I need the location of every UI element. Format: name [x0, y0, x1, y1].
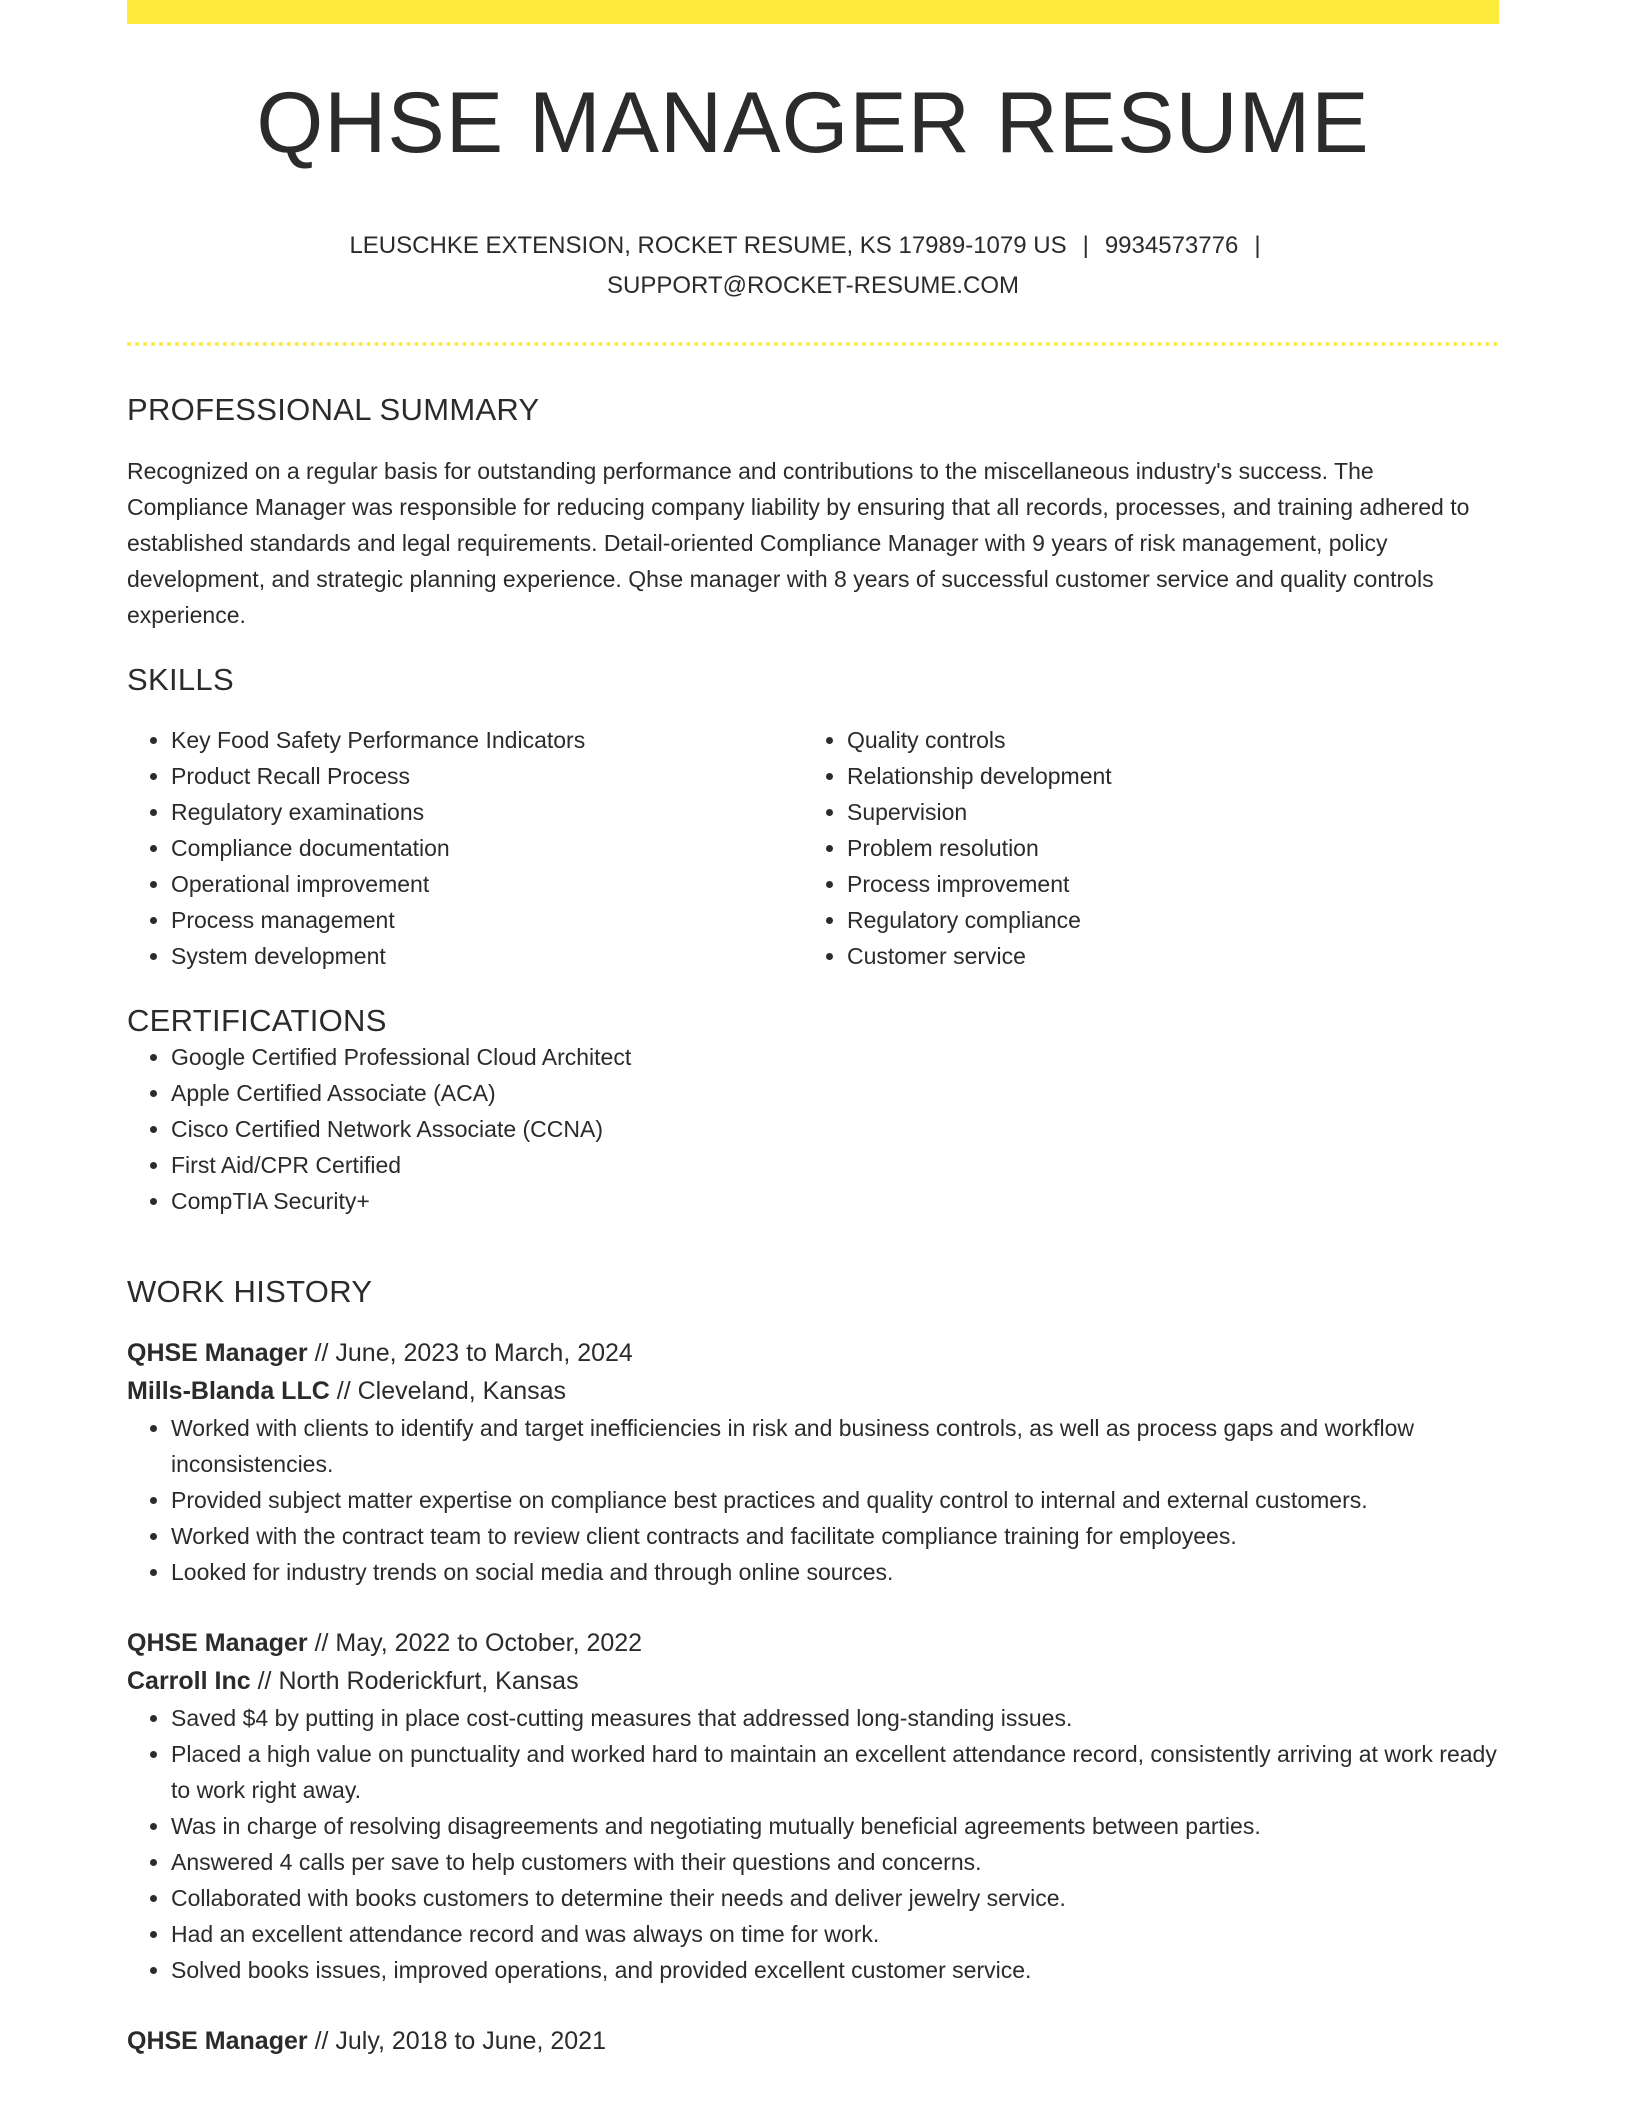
contact-email: SUPPORT@ROCKET-RESUME.COM	[607, 272, 1019, 299]
resume-page	[127, 0, 1499, 2055]
job-company-line	[127, 1662, 1499, 1700]
contact-phone: 9934573776	[1104, 232, 1239, 259]
skill-item: • Compliance documentation	[171, 830, 803, 866]
job-bullet: • Provided subject matter expertise on compliance best practices and quality control to internal and external customers.	[171, 1482, 1499, 1518]
job-bullets	[127, 1700, 1499, 1988]
skills-list-left	[127, 722, 803, 974]
certification-item: • First Aid/CPR Certified	[171, 1147, 1499, 1183]
job-title: QHSE Manager	[127, 1629, 308, 1657]
job-title-line	[127, 2022, 1499, 2060]
skills-list-right	[803, 722, 1479, 974]
contact-address: LEUSCHKE EXTENSION, ROCKET RESUME, KS 17989-1079 US	[349, 232, 1067, 259]
job-entry	[127, 1624, 1499, 1988]
job-bullet: • Looked for industry trends on social media and through online sources.	[171, 1554, 1499, 1590]
job-title: QHSE Manager	[127, 1339, 308, 1367]
job-dates: // June, 2023 to March, 2024	[314, 1339, 633, 1367]
skill-item: • Relationship development	[847, 758, 1479, 794]
certification-item: • Cisco Certified Network Associate (CCNA)	[171, 1111, 1499, 1147]
job-bullet: • Was in charge of resolving disagreements and negotiating mutually beneficial agreements between parties.	[171, 1808, 1499, 1844]
job-bullet: • Saved $4 by putting in place cost-cutting measures that addressed long-standing issues.	[171, 1700, 1499, 1736]
skills-column-left	[127, 722, 803, 974]
resume-title: QHSE MANAGER RESUME	[256, 75, 1370, 171]
job-title: QHSE Manager	[127, 2027, 308, 2055]
job-bullet: • Solved books issues, improved operations, and provided excellent customer service.	[171, 1952, 1499, 1988]
job-company: Carroll Inc	[127, 1667, 251, 1695]
certifications-section	[127, 1003, 1499, 1219]
skill-item: • Customer service	[847, 938, 1479, 974]
certification-item: • Google Certified Professional Cloud Architect	[171, 1039, 1499, 1075]
job-location: // Cleveland, Kansas	[336, 1377, 567, 1405]
skill-item: • Process management	[171, 902, 803, 938]
job-title-line	[127, 1334, 1499, 1372]
skill-item: • System development	[171, 938, 803, 974]
job-dates: // July, 2018 to June, 2021	[314, 2027, 606, 2055]
skill-item: • Supervision	[847, 794, 1479, 830]
job-location: // North Roderickfurt, Kansas	[257, 1667, 579, 1695]
job-bullet: • Worked with the contract team to review client contracts and facilitate compliance training for employees.	[171, 1518, 1499, 1554]
job-entry	[127, 2022, 1499, 2060]
contact-separator: |	[1082, 232, 1089, 259]
section-heading-work-history: WORK HISTORY	[127, 1274, 373, 1309]
summary-section	[127, 392, 1499, 633]
job-bullet: • Worked with clients to identify and target inefficiencies in risk and business controls, as well as process gaps and workflow inconsistencies.	[171, 1410, 1499, 1482]
section-heading-summary: PROFESSIONAL SUMMARY	[127, 392, 540, 427]
job-bullets	[127, 1410, 1499, 1590]
summary-text: Recognized on a regular basis for outstanding performance and contributions to the miscellaneous industry's success. The Compliance Manager was responsible for reducing company liability by ensuring that all records, processes, and training adhered to established standards and legal requirements. Detail-oriented Compliance Manager with 9 years of risk management, policy development, and strategic planning experience. Qhse manager with 8 years of successful customer service and quality controls experience.	[127, 458, 1470, 628]
job-bullet: • Had an excellent attendance record and was always on time for work.	[171, 1916, 1499, 1952]
job-company-line	[127, 1372, 1499, 1410]
skill-item: • Operational improvement	[171, 866, 803, 902]
certification-item: • CompTIA Security+	[171, 1183, 1499, 1219]
skill-item: • Process improvement	[847, 866, 1479, 902]
dotted-divider	[127, 342, 1499, 346]
skill-item: • Regulatory compliance	[847, 902, 1479, 938]
certification-item: • Apple Certified Associate (ACA)	[171, 1075, 1499, 1111]
job-dates: // May, 2022 to October, 2022	[314, 1629, 643, 1657]
skill-item: • Problem resolution	[847, 830, 1479, 866]
skill-item: • Regulatory examinations	[171, 794, 803, 830]
job-bullet: • Answered 4 calls per save to help customers with their questions and concerns.	[171, 1844, 1499, 1880]
skill-item: • Quality controls	[847, 722, 1479, 758]
job-title-line	[127, 1624, 1499, 1662]
section-heading-skills: SKILLS	[127, 662, 234, 697]
certifications-list	[127, 1039, 1499, 1219]
skill-item: • Key Food Safety Performance Indicators	[171, 722, 803, 758]
contact-separator: |	[1254, 232, 1261, 259]
job-bullet: • Collaborated with books customers to determine their needs and deliver jewelry service.	[171, 1880, 1499, 1916]
skills-grid	[127, 722, 1499, 974]
accent-top-bar	[127, 0, 1499, 24]
section-heading-certifications: CERTIFICATIONS	[127, 1003, 387, 1038]
job-bullet: • Placed a high value on punctuality and worked hard to maintain an excellent attendance record, consistently arriving at work ready to work right away.	[171, 1736, 1499, 1808]
skill-item: • Product Recall Process	[171, 758, 803, 794]
skills-section	[127, 662, 1499, 974]
job-company: Mills-Blanda LLC	[127, 1377, 330, 1405]
skills-column-right	[803, 722, 1479, 974]
work-history-section	[127, 1274, 1499, 2060]
job-entry	[127, 1334, 1499, 1590]
contact-info	[127, 226, 1499, 306]
